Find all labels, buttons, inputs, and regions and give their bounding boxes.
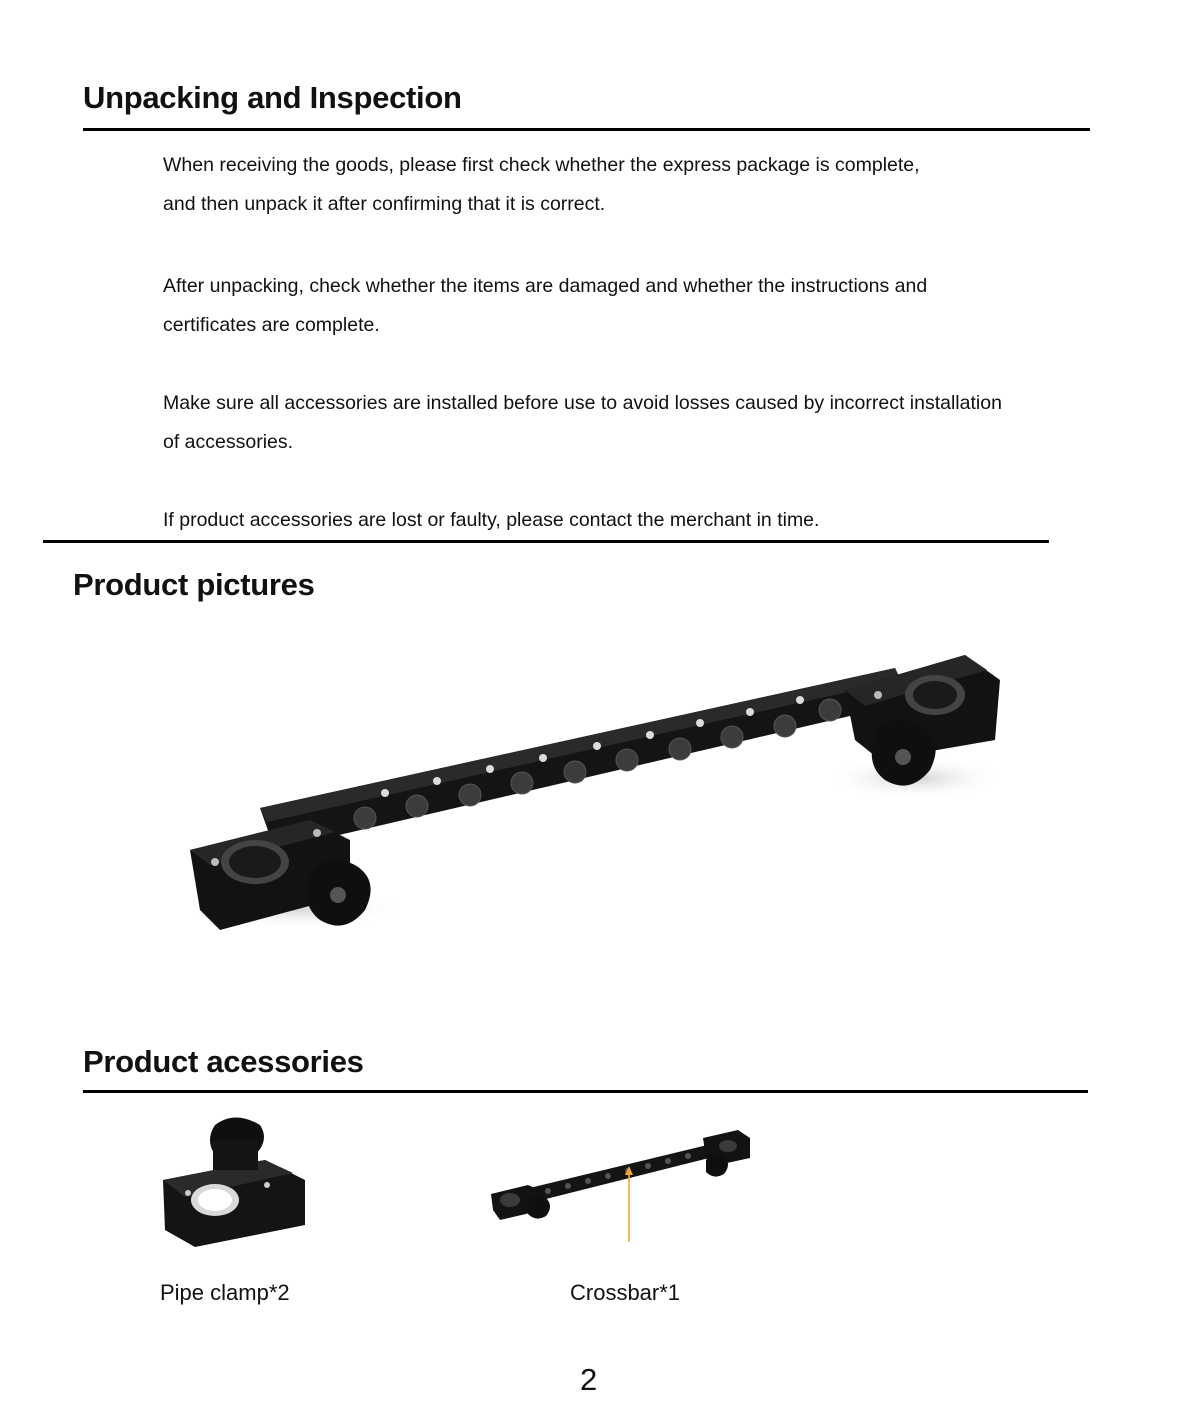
pipe-clamp-label: Pipe clamp*2 [160,1280,290,1305]
pipe-clamp-image [155,1105,315,1255]
product-photo-crossbar [175,640,1025,960]
paragraph-check-damage [163,267,927,345]
section-title-accessories: Product acessories [83,1044,364,1079]
paragraph-line: and then unpack it after confirming that it is correct. [163,193,606,215]
paragraph-line: certificates are complete. [163,314,380,336]
paragraph-line: If product accessories are lost or faulty, please contact the merchant in time. [163,509,820,531]
paragraph-install-accessories [163,384,1002,462]
section-title-unpacking: Unpacking and Inspection [83,80,462,115]
paragraph-line: Make sure all accessories are installed before use to avoid losses caused by incorrect installation [163,392,1002,414]
paragraph-line: When receiving the goods, please first check whether the express package is complete, [163,154,920,176]
section-divider [43,540,1049,543]
crossbar-image [488,1130,753,1250]
crossbar-label: Crossbar*1 [570,1280,681,1305]
paragraph-contact-merchant [163,501,819,540]
paragraph-line: After unpacking, check whether the items are damaged and whether the instructions and [163,275,928,297]
page-number: 2 [580,1362,598,1397]
section-divider [83,1090,1088,1093]
section-title-product-pictures: Product pictures [73,567,315,602]
paragraph-line: of accessories. [163,431,294,453]
paragraph-check-package [163,146,920,224]
section-divider [83,128,1090,131]
